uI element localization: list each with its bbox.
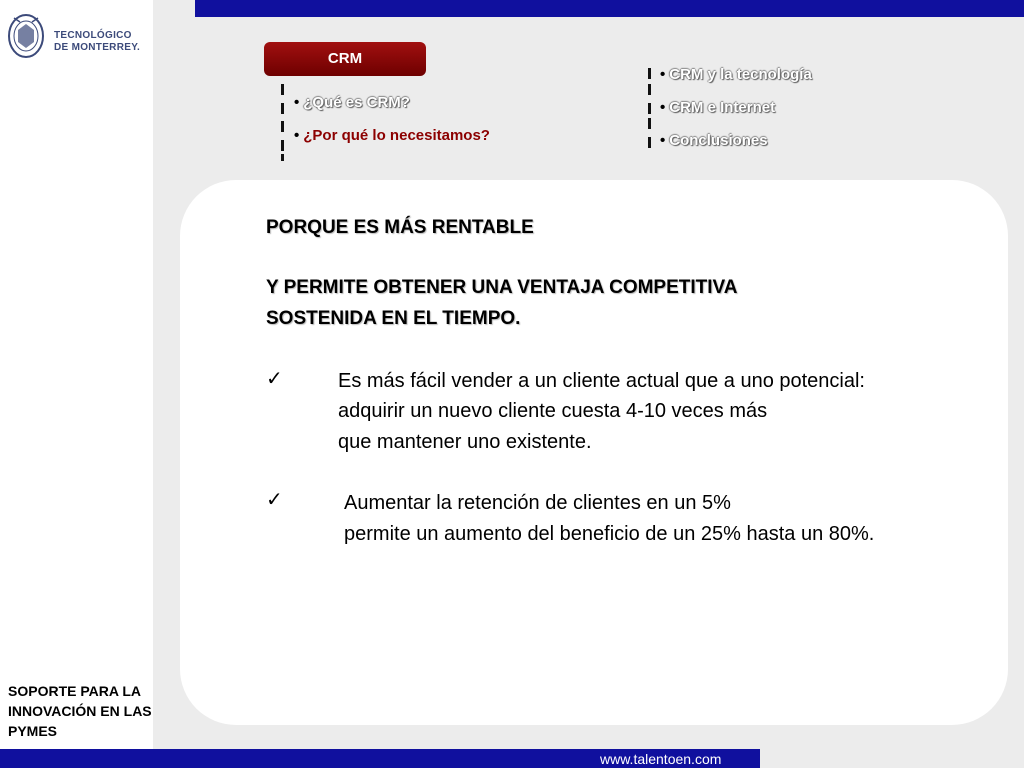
checkmark-icon: ✓: [266, 366, 283, 390]
point-1-line-3: que mantener uno existente.: [338, 431, 592, 453]
point-1-line-1: Es más fácil vender a un cliente actual que a uno potencial:: [338, 370, 865, 392]
connector-dash: [648, 103, 651, 114]
tab-crm[interactable]: [264, 42, 426, 76]
tagline: SOPORTE PARA LA INNOVACIÓN EN LAS PYMES: [8, 683, 152, 739]
nav-item-crm-internet[interactable]: [660, 99, 775, 116]
nav-bullet: •: [660, 99, 666, 116]
connector-dash: [648, 84, 651, 95]
logo-line-2: DE MONTERREY.: [54, 42, 141, 53]
point-2-line-2: permite un aumento del beneficio de un 25% hasta un 80%.: [344, 523, 875, 545]
nav-item-label: ¿Qué es CRM?: [303, 94, 410, 111]
nav-item-conclusiones[interactable]: [660, 132, 768, 149]
seal-icon: [6, 12, 46, 60]
connector-dash: [281, 103, 284, 114]
checkmark-icon: ✓: [266, 487, 283, 511]
heading-ventaja-line-2: SOSTENIDA EN EL TIEMPO.: [266, 308, 521, 329]
tec-monterrey-logo: [4, 8, 154, 64]
connector-dash: [648, 118, 651, 129]
connector-dash: [281, 140, 284, 151]
connector-dash: [648, 68, 651, 79]
nav-item-label: ¿Por qué lo necesitamos?: [303, 127, 490, 144]
logo-line-1: TECNOLÓGICO: [54, 30, 132, 41]
left-branding-panel: [0, 0, 153, 750]
nav-item-que-es-crm[interactable]: [294, 94, 410, 111]
nav-item-crm-tecnologia[interactable]: [660, 66, 812, 83]
nav-bullet: •: [294, 127, 300, 144]
point-2-line-1: Aumentar la retención de clientes en un 5%: [344, 492, 731, 514]
top-header-bar: [195, 0, 1024, 17]
heading-ventaja-line-1: Y PERMITE OBTENER UNA VENTAJA COMPETITIVA: [266, 277, 738, 298]
nav-bullet: •: [660, 66, 666, 83]
nav-item-por-que[interactable]: [294, 127, 490, 144]
nav-bullet: •: [660, 132, 666, 149]
tab-crm-label: CRM: [327, 49, 363, 67]
connector-dash: [281, 121, 284, 132]
website-link[interactable]: www.talentoen.com: [600, 751, 722, 767]
logo-wordmark: [54, 30, 140, 54]
connector-dash: [281, 84, 284, 95]
connector-dash: [648, 137, 651, 148]
connector-dash: [281, 154, 284, 161]
nav-bullet: •: [294, 94, 300, 111]
nav-item-label: CRM e Internet: [669, 99, 776, 116]
nav-item-label: Conclusiones: [669, 132, 768, 149]
content-card: [180, 180, 1008, 725]
point-1-line-2: adquirir un nuevo cliente cuesta 4-10 veces más: [338, 400, 768, 422]
heading-rentable: PORQUE ES MÁS RENTABLE: [266, 217, 534, 238]
nav-item-label: CRM y la tecnología: [669, 66, 812, 83]
